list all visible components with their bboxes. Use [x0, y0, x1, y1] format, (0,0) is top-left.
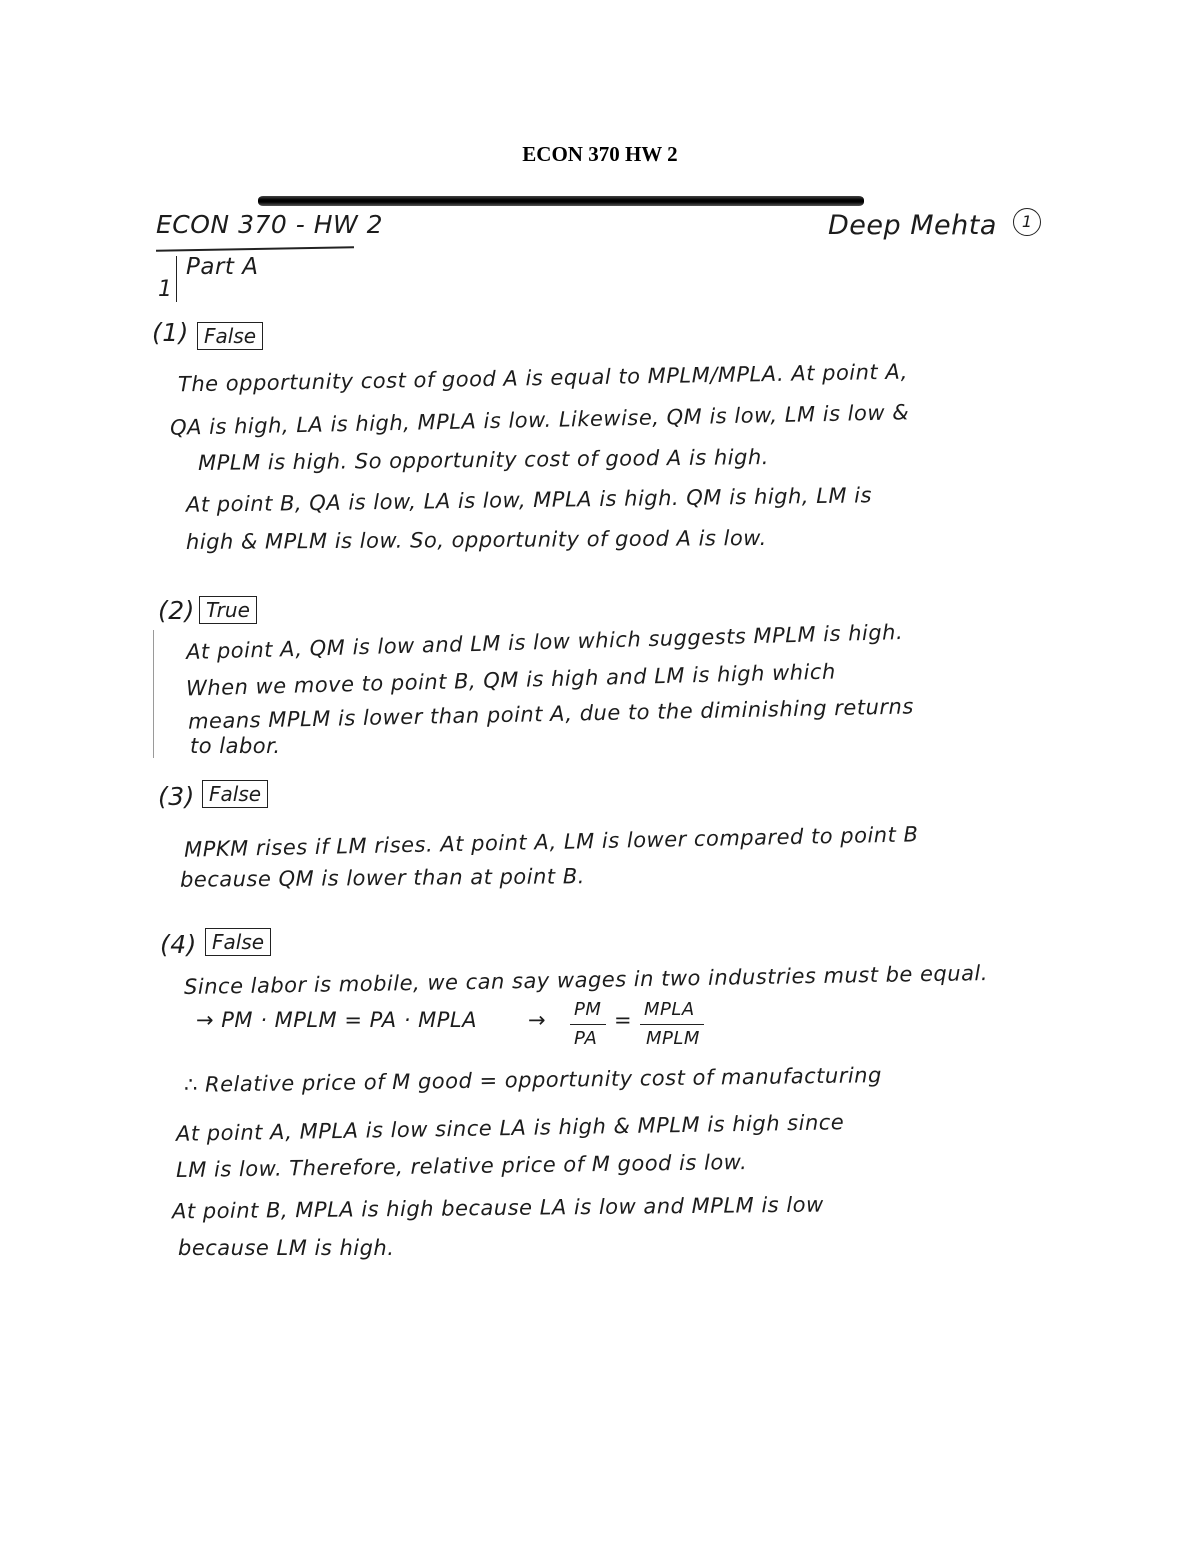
- question-2-verdict: True: [199, 596, 257, 624]
- fraction-right-denominator: MPLM: [646, 1028, 700, 1049]
- question-2-margin-line: [153, 630, 154, 758]
- question-1-number: (1): [152, 318, 189, 347]
- author-name: Deep Mehta: [828, 210, 997, 241]
- question-1-verdict: False: [197, 322, 263, 350]
- page-title: ECON 370 HW 2: [522, 142, 678, 166]
- question-4-line-7: because LM is high.: [178, 1236, 395, 1260]
- question-2-line-2: When we move to point B, QM is high and LM is high which: [185, 659, 837, 701]
- fraction-left-numerator: PM: [574, 999, 602, 1020]
- question-4-line-2: → PM · MPLM = PA · MPLA: [196, 1008, 477, 1032]
- question-4-line-6: At point B, MPLA is high because LA is low and MPLM is low: [171, 1192, 824, 1224]
- fraction-right-bar: [640, 1024, 704, 1025]
- question-3-number: (3): [158, 782, 195, 811]
- question-4-number: (4): [160, 930, 197, 959]
- fraction-arrow: →: [528, 1008, 547, 1032]
- question-2-line-3: means MPLM is lower than point A, due to the diminishing returns: [187, 694, 915, 734]
- part-number: 1: [158, 277, 173, 302]
- question-4-line-1: Since labor is mobile, we can say wages in two industries must be equal.: [183, 960, 989, 1000]
- question-1-line-3: MPLM is high. So opportunity cost of good A is high.: [197, 445, 769, 475]
- fraction-equals: =: [614, 1008, 633, 1032]
- fraction-right-numerator: MPLA: [644, 999, 695, 1020]
- question-2-line-4: to labor.: [190, 734, 281, 758]
- page-number-circle: 1: [1013, 208, 1041, 236]
- fraction-left-bar: [570, 1024, 606, 1025]
- heading-underline: [156, 246, 354, 251]
- question-4-verdict: False: [205, 928, 271, 956]
- question-3-verdict: False: [202, 780, 268, 808]
- question-2-line-1: At point A, QM is low and LM is low which suggests MPLM is high.: [185, 619, 904, 665]
- question-3-line-1: MPKM rises if LM rises. At point A, LM is lower compared to point B: [183, 822, 919, 862]
- part-label: Part A: [186, 254, 259, 280]
- fraction-left-denominator: PA: [574, 1028, 598, 1049]
- question-1-line-2: QA is high, LA is high, MPLA is low. Likewise, QM is low, LM is low &: [169, 400, 910, 440]
- sheet-heading: ECON 370 - HW 2: [156, 210, 384, 239]
- question-3-line-2: because QM is lower than at point B.: [179, 864, 585, 892]
- scan-shadow-bar: [258, 196, 864, 206]
- question-4-line-5: LM is low. Therefore, relative price of M good is low.: [175, 1150, 748, 1182]
- question-1-line-1: The opportunity cost of good A is equal to MPLM/MPLA. At point A,: [177, 359, 908, 397]
- question-4-line-4: At point A, MPLA is low since LA is high & MPLM is high since: [175, 1110, 845, 1146]
- question-4-line-3: ∴ Relative price of M good = opportunity cost of manufacturing: [183, 1063, 883, 1097]
- question-1-line-4: At point B, QA is low, LA is low, MPLA is high. QM is high, LM is: [185, 483, 873, 517]
- part-bracket: [176, 256, 177, 302]
- question-2-number: (2): [158, 596, 195, 625]
- question-1-line-5: high & MPLM is low. So, opportunity of good A is low.: [185, 525, 767, 555]
